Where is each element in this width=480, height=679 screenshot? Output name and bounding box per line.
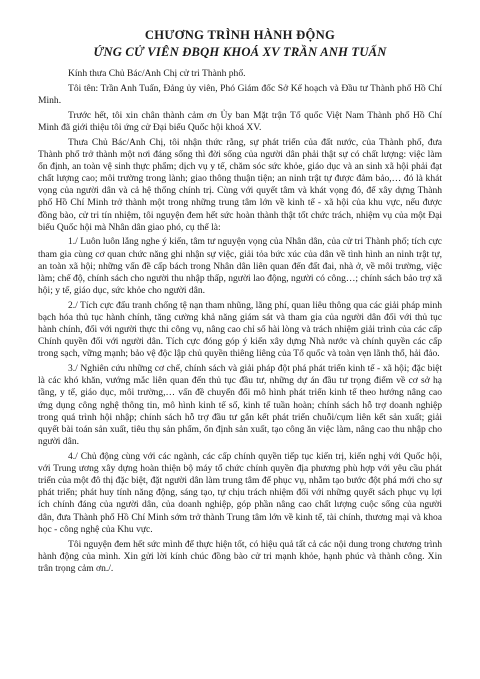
paragraph-closing: Tôi nguyện đem hết sức mình để thực hiện tốt, có hiệu quả tất cả các nội dung trong chương trình hành động của mình. Xin gửi lời kính chúc đồng bào cử tri mạnh khỏe, hạnh phúc và thành công. Xin trân trọng cảm ơn./. bbox=[38, 538, 442, 574]
paragraph-commitment-2: 2./ Tích cực đấu tranh chống tệ nạn tham nhũng, lãng phí, quan liêu thông qua các giải pháp minh bạch hóa thủ tục hành chính, tăng cường khả năng giám sát và tham gia của người dân đối với thủ tục hành chính, đối với người thực thi công vụ, nâng cao chỉ số hài lòng và trách nhiệm giải trình của các cấp Chính quyền đối với người dân. Tích cực đóng góp ý kiến xây dựng Nhà nước và chính quyền các cấp trong sạch, vững mạnh; bảo vệ độc lập chủ quyền thiêng liêng của Tổ quốc và toàn vẹn lãnh thổ, hải đảo. bbox=[38, 299, 442, 360]
document-subtitle: ỨNG CỬ VIÊN ĐBQH KHOÁ XV TRẦN ANH TUẤN bbox=[93, 45, 387, 59]
document-title: CHƯƠNG TRÌNH HÀNH ĐỘNG bbox=[144, 28, 336, 42]
document-body bbox=[38, 68, 442, 575]
paragraph-commitment-4: 4./ Chủ động cùng với các ngành, các cấp chính quyền tiếp tục kiến trị, kiến nghị với Quốc hội, với Trung ương xây dựng hoàn thiện bộ máy tổ chức chính quyền địa phương phù hợp với yêu cầu phát triển của một đô thị đặc biệt, đặt người dân làm trung tâm để phục vụ, nhằm tạo bước đột phá mới cho sự phát triển; phát huy tính năng động, sáng tạo, tự chịu trách nhiệm đối với những quyết sách phục vụ lợi ích chính đáng của người dân, của doanh nghiệp, góp phần nâng cao chất lượng cuộc sống của người dân, đưa Thành phố Hồ Chí Minh sớm trở thành Trung tâm lớn về kinh tế, tài chính, thương mại và khoa học - công nghệ của Khu vực. bbox=[38, 450, 442, 535]
paragraph-introduction: Tôi tên: Trần Anh Tuấn, Đảng ủy viên, Phó Giám đốc Sở Kế hoạch và Đầu tư Thành phố Hồ Chí Minh. bbox=[38, 82, 442, 106]
paragraph-vision: Thưa Chủ Bác/Anh Chị, tôi nhận thức rằng, sự phát triển của đất nước, của Thành phố, đưa Thành phố trở thành một nơi đáng sống thì đời sống của người dân phải thật sự có chất lượng: việc làm ổn định, an toàn vệ sinh thực phẩm; dịch vụ y tế, chăm sóc sức khỏe, giáo dục và an sinh xã hội phải đạt chất lượng cao; môi trường trong lành; giao thông thuận tiện; an ninh trật tự được đảm bảo,… đó là khát vọng của người dân và cả hệ thống chính trị. Cùng với quyết tâm và khát vọng đó, để xây dựng Thành phố Hồ Chí Minh trở thành một trong những trung tâm lớn về kinh tế - xã hội của khu vực, nếu được đồng bào, cử tri tín nhiệm, tôi nguyện đem hết sức hoàn thành thật tốt chức trách, nhiệm vụ của một Đại biểu Quốc hội mà Nhân dân giao phó, cụ thể là: bbox=[38, 136, 442, 233]
paragraph-greeting: Kính thưa Chủ Bác/Anh Chị cử tri Thành phố. bbox=[68, 68, 246, 79]
paragraph-commitment-3: 3./ Nghiên cứu những cơ chế, chính sách và giải pháp đột phá phát triển kinh tế - xã hội; đặc biệt là các khó khăn, vướng mắc liên quan đến thủ tục đầu tư, những dự án đầu tư trọng điểm về cơ sở hạ tầng, y tế, giáo dục, môi trường,… vấn đề chuyển đổi mô hình phát triển kinh tế theo hướng nâng cao ứng dụng công nghệ thông tin, mô hình kinh tế số, kinh tế tuần hoàn; chính sách hỗ trợ doanh nghiệp trong quá trình hội nhập; chính sách hỗ trợ đầu tư gắn kết phát triển chuỗi/cụm liên kết sản xuất; giải quyết bài toán sản xuất, tiêu thụ sản phẩm, ổn định sản xuất, tạo công ăn việc làm, nâng cao thu nhập cho người dân. bbox=[38, 363, 442, 448]
paragraph-commitment-1: 1./ Luôn luôn lắng nghe ý kiến, tâm tư nguyện vọng của Nhân dân, của cử tri Thành phố; tích cực tham gia cùng cơ quan chức năng ghi nhận sự việc, giải tỏa bức xúc của dân về tình hình an ninh trật tự, an toàn xã hội; những vấn đề cấp bách trong Nhân dân liên quan đến đất đai, nhà ở, về môi trường, việc làm; chế độ, chính sách cho người thu nhập thấp, người lao động, người có công…; chính sách bảo trợ xã hội; y tế, giáo dục, sức khỏe cho người dân. bbox=[38, 236, 442, 297]
paragraph-thanks: Trước hết, tôi xin chân thành cảm ơn Ủy ban Mặt trận Tổ quốc Việt Nam Thành phố Hồ Chí Minh đã giới thiệu tôi ứng cử Đại biểu Quốc hội khoá XV. bbox=[38, 109, 442, 133]
